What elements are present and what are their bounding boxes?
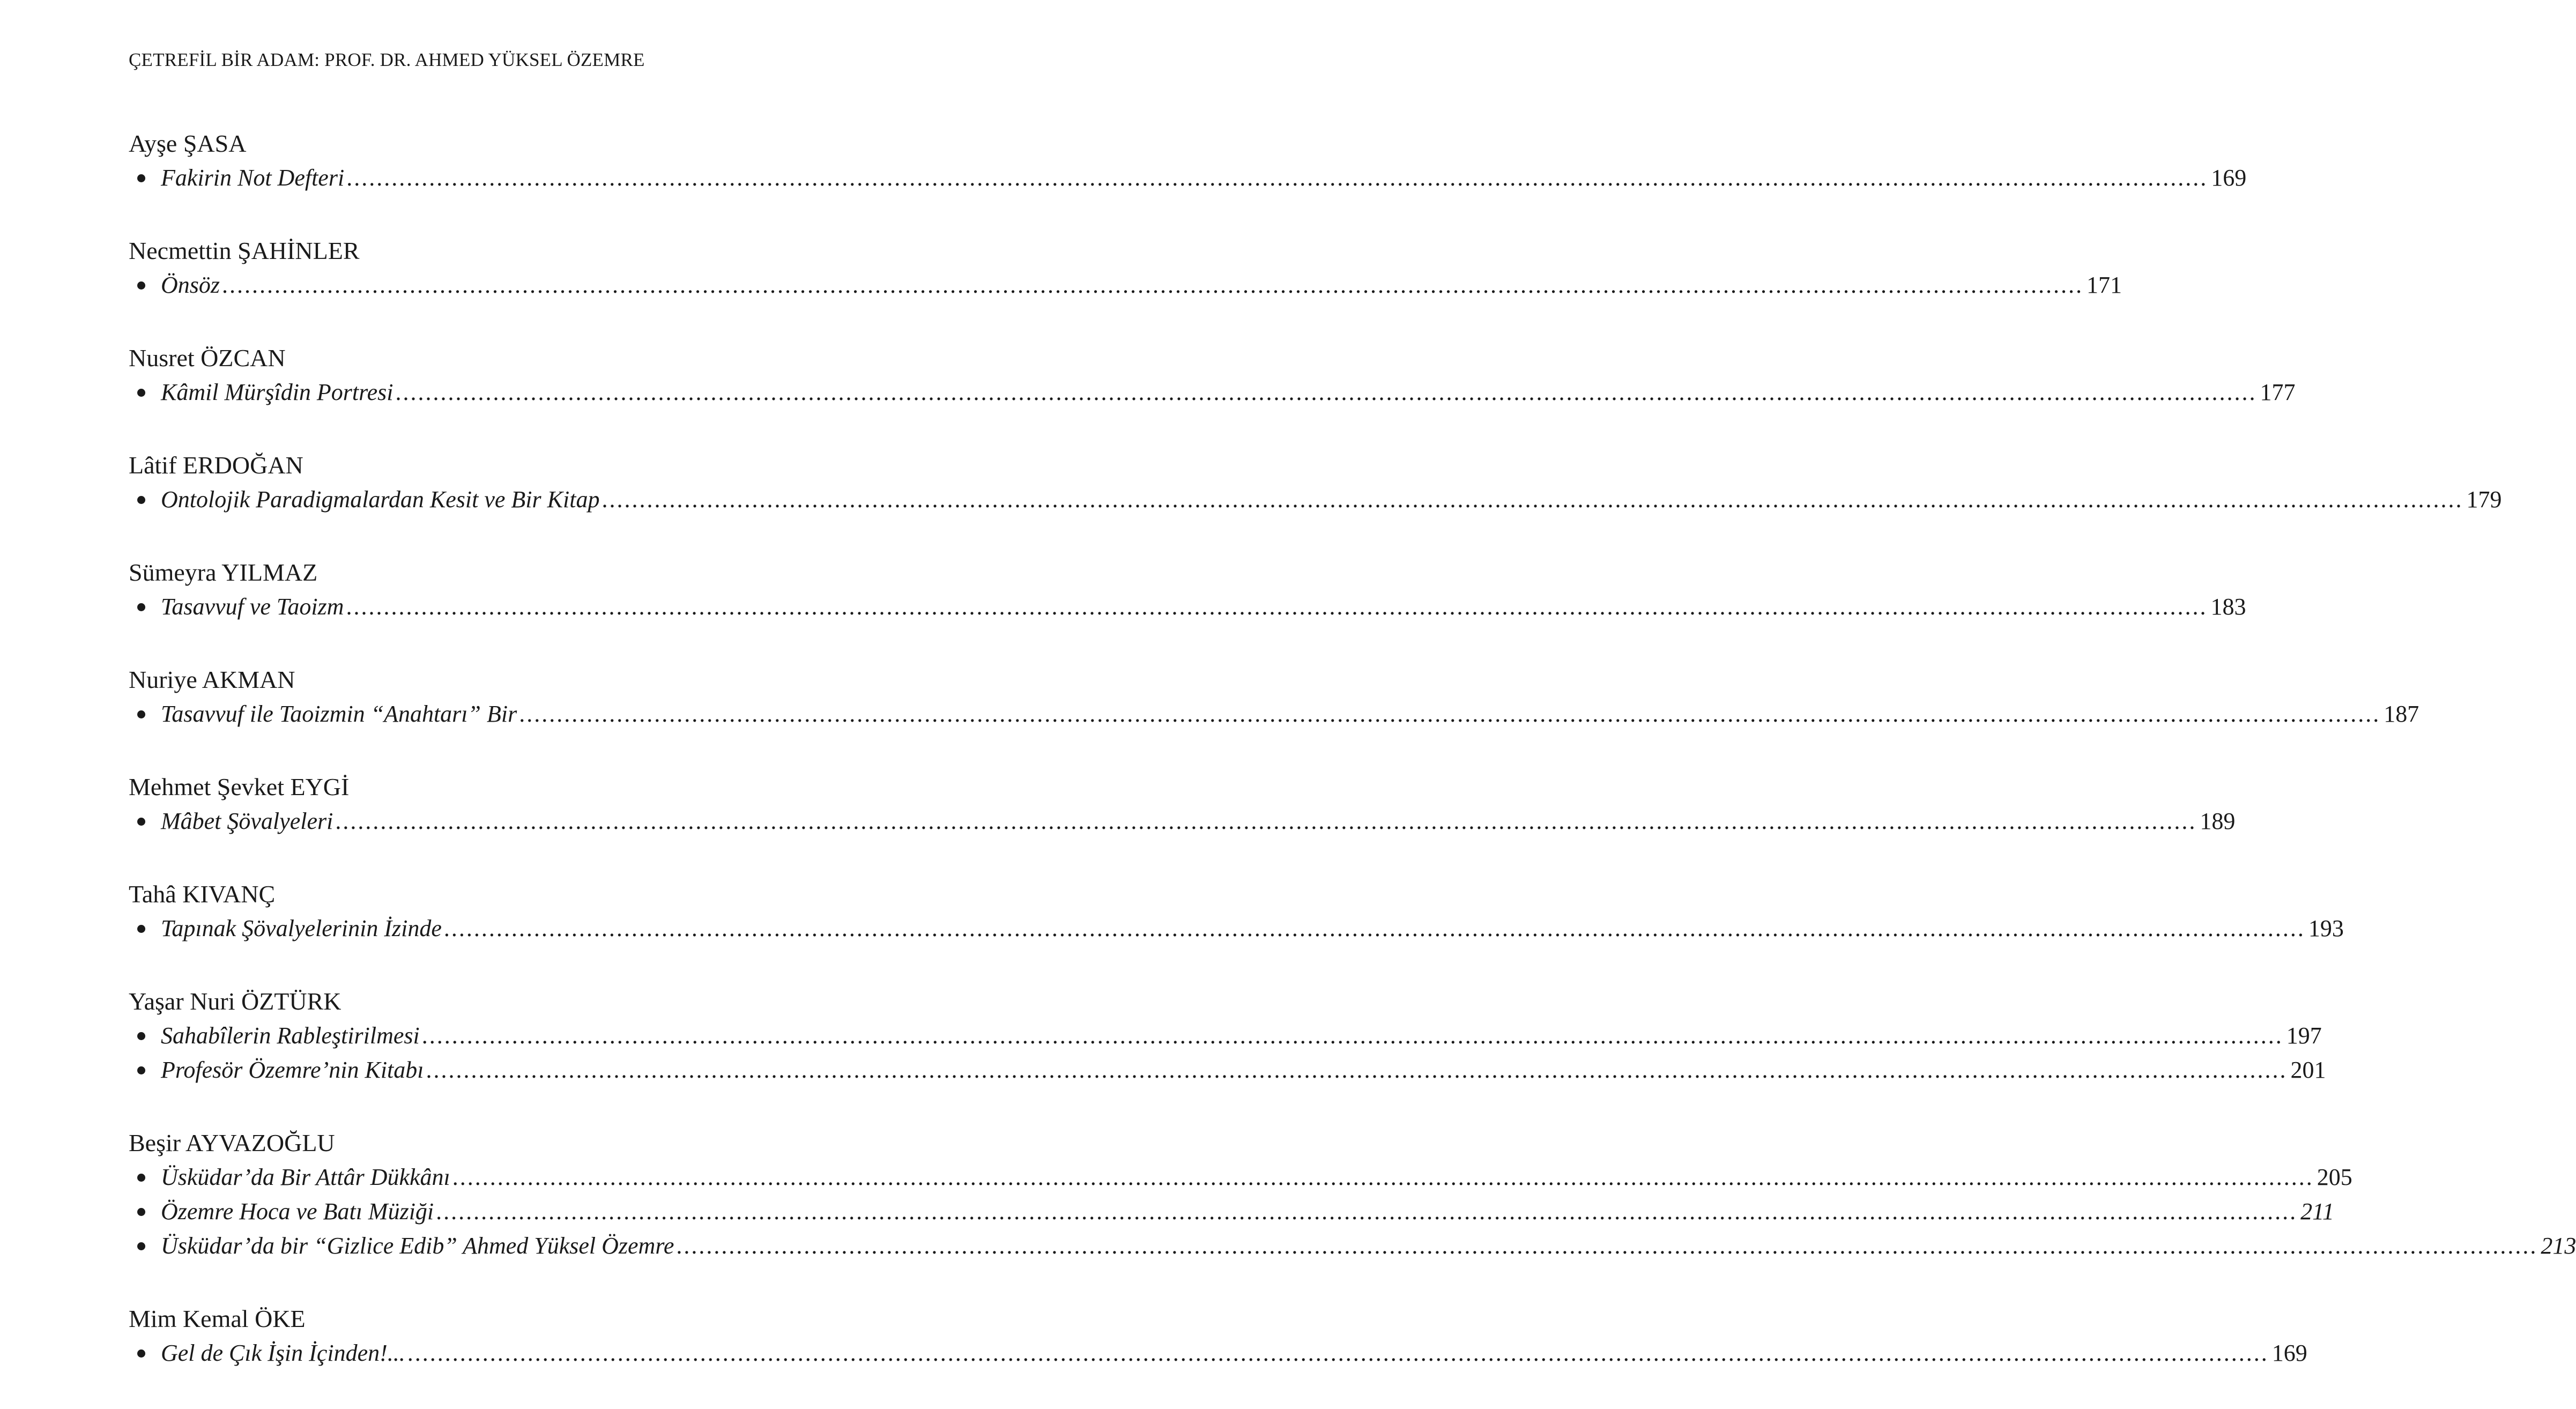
author-name: Mehmet Şevket EYGİ	[129, 773, 350, 800]
bullet-icon	[129, 697, 161, 731]
toc-entry	[129, 804, 2236, 839]
entry-title: Sahabîlerin Rableştirilmesi	[161, 1022, 420, 1049]
author-section	[129, 984, 2326, 1087]
bullet-icon	[129, 1053, 161, 1087]
dot-leader	[346, 161, 2208, 195]
toc-entry	[129, 590, 2246, 624]
dot-leader	[426, 1053, 2288, 1087]
toc-entry	[129, 268, 2122, 302]
page-number: 211	[2300, 1198, 2334, 1225]
dot-leader	[407, 1336, 2269, 1370]
page-number: 177	[2260, 379, 2296, 405]
bullet-icon	[129, 1336, 161, 1370]
bullet-icon	[129, 590, 161, 624]
author-section	[129, 1302, 2307, 1370]
toc-entry	[129, 483, 2502, 517]
bullet-icon	[129, 375, 161, 410]
author-name: Mim Kemal ÖKE	[129, 1305, 306, 1332]
page-number: 189	[2200, 808, 2236, 834]
toc-entry	[129, 1229, 2576, 1263]
table-of-contents	[129, 127, 2576, 1409]
toc-entry	[129, 1160, 2352, 1195]
author-name: Necmettin ŞAHİNLER	[129, 237, 360, 264]
bullet-icon	[129, 1195, 161, 1229]
dot-leader	[519, 697, 2380, 731]
page-number: 183	[2210, 594, 2246, 620]
bullet-icon	[129, 161, 161, 195]
bullet-icon	[129, 1160, 161, 1195]
page-number: 169	[2211, 165, 2247, 191]
toc-entry	[129, 697, 2419, 731]
dot-leader	[422, 1019, 2283, 1053]
bullet-icon	[129, 911, 161, 946]
author-section	[129, 341, 2296, 410]
page-number: 171	[2087, 272, 2122, 298]
toc-entry	[129, 1019, 2322, 1053]
entry-title: Profesör Özemre’nin Kitabı	[161, 1057, 424, 1083]
dot-leader	[452, 1160, 2314, 1195]
author-name: Ayşe ŞASA	[129, 130, 247, 157]
author-section	[129, 877, 2344, 946]
entry-title: Tasavvuf ile Taoizmin “Anahtarı” Bir	[161, 701, 517, 727]
dot-leader	[346, 590, 2207, 624]
dot-leader	[602, 483, 2463, 517]
author-section	[129, 127, 2247, 195]
author-section	[129, 234, 2122, 302]
author-name: Nuriye AKMAN	[129, 666, 295, 693]
page-number: 197	[2286, 1022, 2322, 1049]
toc-entry	[129, 1195, 2334, 1229]
dot-leader	[222, 268, 2083, 302]
bullet-icon	[129, 268, 161, 302]
running-header: ÇETREFİL BİR ADAM: PROF. DR. AHMED YÜKSEL ÖZEMRE	[129, 49, 645, 70]
toc-entry	[129, 375, 2296, 410]
author-name: Beşir AYVAZOĞLU	[129, 1129, 335, 1156]
entry-title: Mâbet Şövalyeleri	[161, 808, 333, 834]
entry-title: Tapınak Şövalyelerinin İzinde	[161, 915, 442, 941]
bullet-icon	[129, 804, 161, 839]
page-number: 201	[2290, 1057, 2326, 1083]
entry-title: Üsküdar’da Bir Attâr Dükkânı	[161, 1164, 450, 1190]
author-section	[129, 770, 2236, 839]
page-number: 213	[2541, 1233, 2576, 1259]
entry-title: Kâmil Mürşîdin Portresi	[161, 379, 394, 405]
author-section	[129, 555, 2246, 624]
author-section	[129, 1126, 2576, 1263]
dot-leader	[444, 911, 2305, 946]
entry-title: Özemre Hoca ve Batı Müziği	[161, 1198, 434, 1225]
dot-leader	[396, 375, 2257, 410]
page-number: 169	[2271, 1340, 2307, 1366]
bullet-icon	[129, 483, 161, 517]
entry-title: Fakirin Not Defteri	[161, 165, 345, 191]
toc-entry	[129, 161, 2247, 195]
entry-title: Tasavvuf ve Taoizm	[161, 594, 344, 620]
entry-title: Önsöz	[161, 272, 220, 298]
toc-entry	[129, 1336, 2307, 1370]
author-name: Yaşar Nuri ÖZTÜRK	[129, 988, 342, 1015]
dot-leader	[436, 1195, 2297, 1229]
entry-title: Üsküdar’da bir “Gizlice Edib” Ahmed Yüksel Özemre	[161, 1233, 674, 1259]
bullet-icon	[129, 1229, 161, 1263]
page-number: 205	[2317, 1164, 2352, 1190]
entry-title: Gel de Çık İşin İçinden!...	[161, 1340, 405, 1366]
author-section	[129, 448, 2502, 517]
page-number: 193	[2308, 915, 2344, 941]
author-name: Nusret ÖZCAN	[129, 344, 286, 372]
dot-leader	[335, 804, 2196, 839]
toc-entry	[129, 1053, 2326, 1087]
toc-entry	[129, 911, 2344, 946]
author-name: Lâtif ERDOĞAN	[129, 451, 303, 479]
dot-leader	[676, 1229, 2537, 1263]
author-name: Sümeyra YILMAZ	[129, 559, 318, 586]
page-number: 179	[2466, 486, 2502, 513]
entry-title: Ontolojik Paradigmalardan Kesit ve Bir Kitap	[161, 486, 600, 513]
page-number: 187	[2384, 701, 2419, 727]
author-name: Tahâ KIVANÇ	[129, 880, 276, 908]
bullet-icon	[129, 1019, 161, 1053]
author-section	[129, 663, 2419, 731]
